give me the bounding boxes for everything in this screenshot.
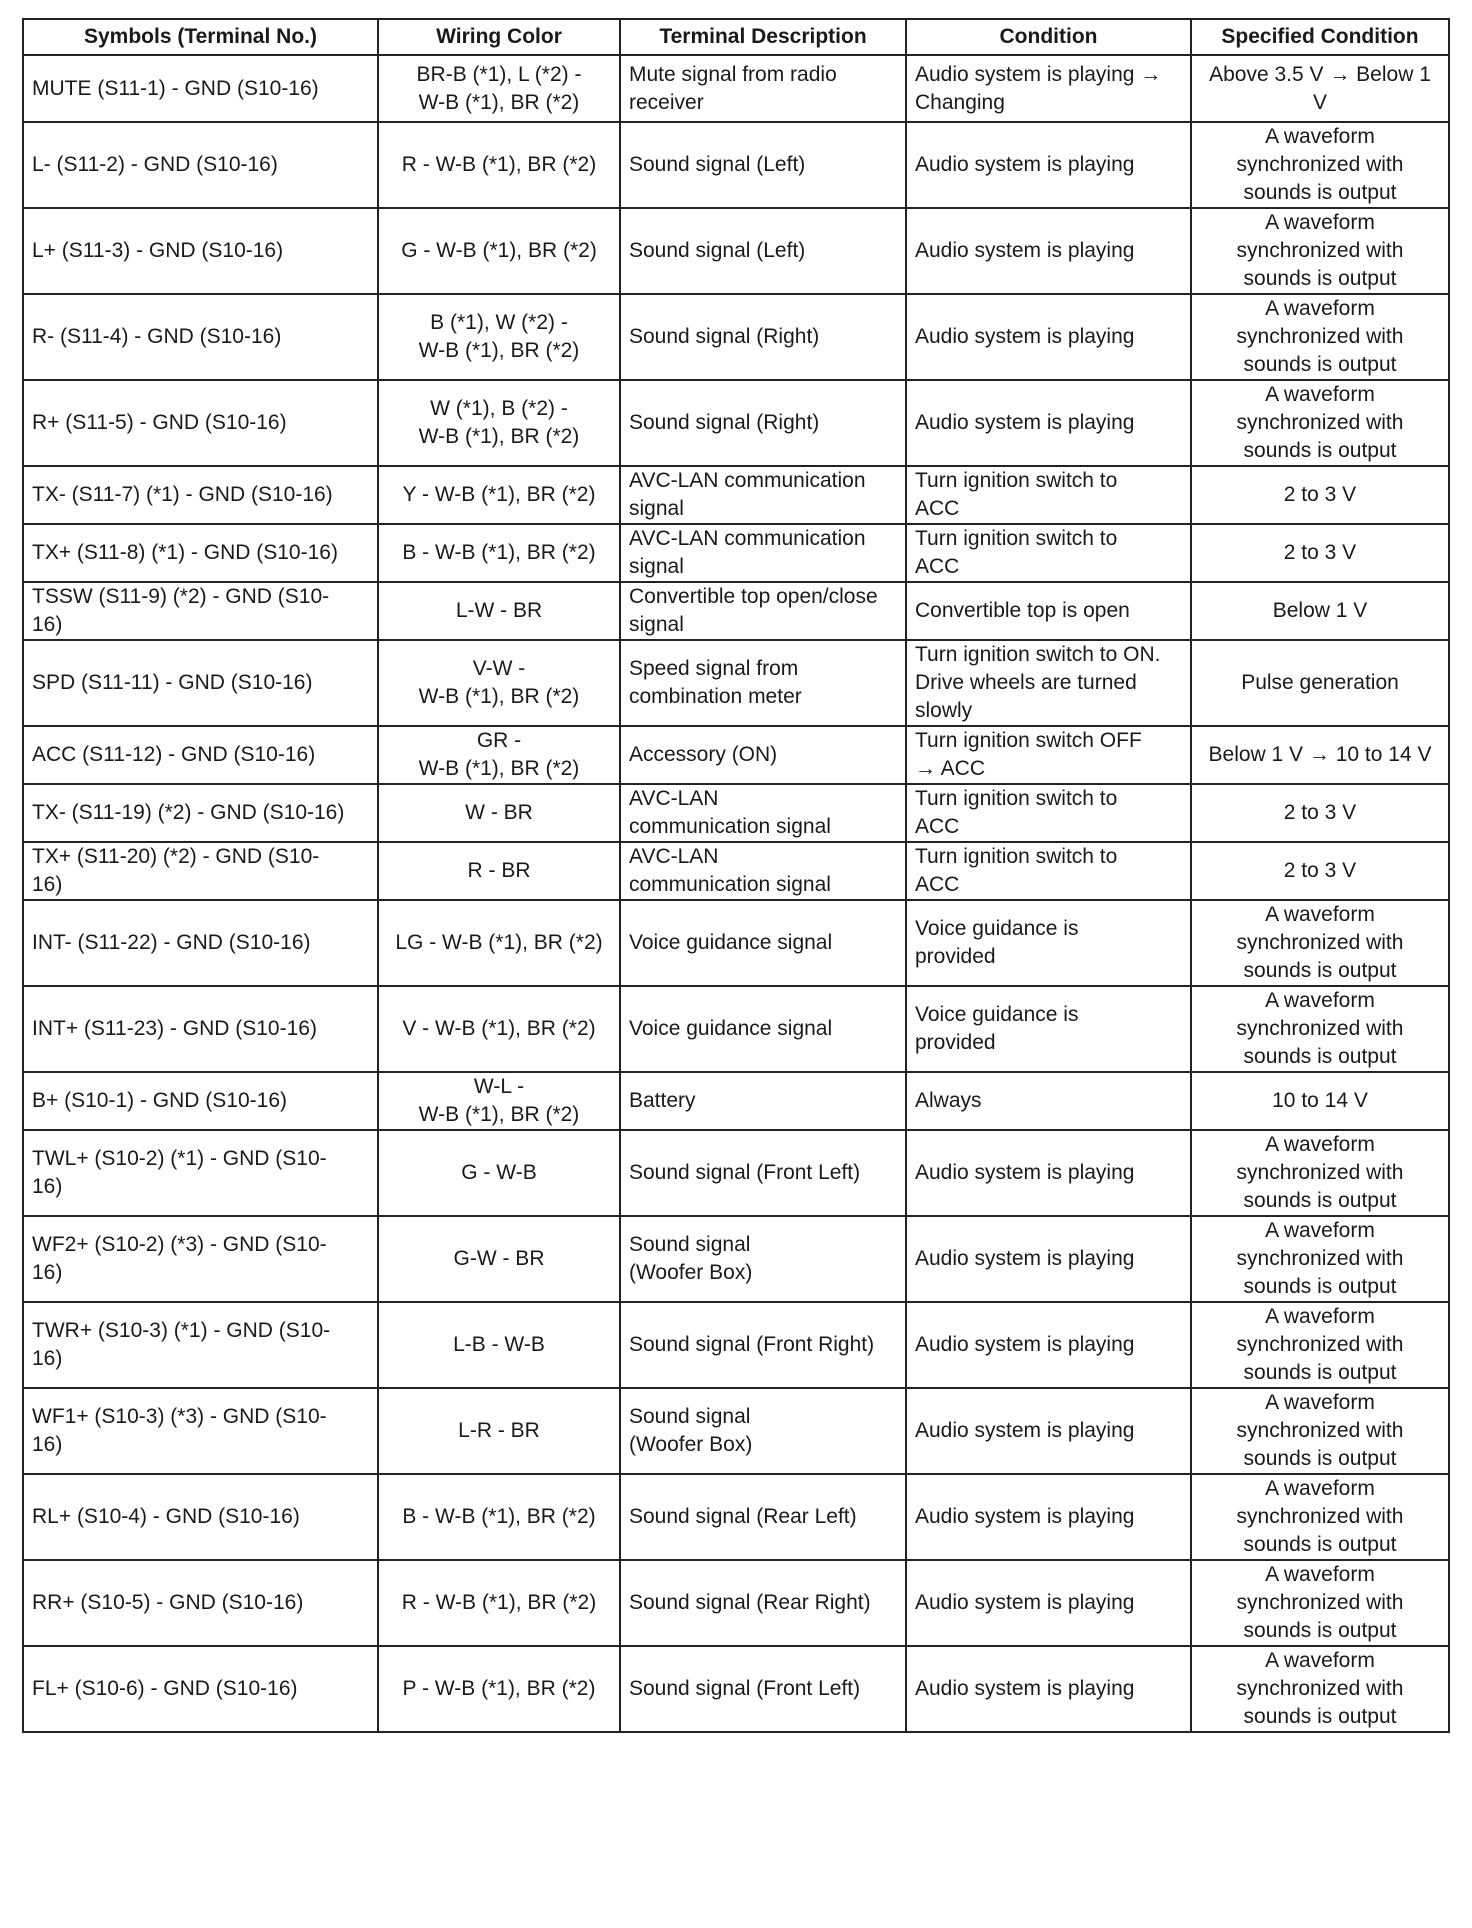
cell-wiring-color-text: R - W-B (*1), BR (*2) [401, 1591, 597, 1614]
table-row [23, 122, 1449, 208]
cell-specified-condition [1191, 1302, 1449, 1388]
cell-description [620, 122, 906, 208]
cell-condition-text: Audio system is playing [915, 325, 1135, 348]
cell-specified-condition-text: A waveform synchronized with sounds is output [1236, 297, 1404, 376]
cell-wiring-color-text: G - W-B (*1), BR (*2) [401, 239, 597, 262]
cell-symbol-text: R- (S11-4) - GND (S10-16) [32, 325, 282, 348]
cell-description-text: AVC-LAN communication signal [629, 469, 866, 520]
cell-specified-condition-text: A waveform synchronized with sounds is output [1236, 1133, 1404, 1212]
cell-condition-text: Audio system is playing [915, 1419, 1135, 1442]
cell-description [620, 1302, 906, 1388]
cell-symbol-text: WF1+ (S10-3) (*3) - GND (S10- 16) [32, 1405, 327, 1456]
cell-specified-condition [1191, 900, 1449, 986]
cell-condition-text: Audio system is playing [915, 411, 1135, 434]
cell-condition-text: Audio system is playing [915, 153, 1135, 176]
cell-condition-text: Turn ignition switch to ACC [915, 787, 1118, 838]
cell-symbol-text: TSSW (S11-9) (*2) - GND (S10- 16) [32, 585, 330, 636]
cell-wiring-color-text: BR-B (*1), L (*2) - W-B (*1), BR (*2) [416, 62, 582, 114]
cell-wiring-color-text: Y - W-B (*1), BR (*2) [402, 483, 596, 506]
cell-condition [906, 294, 1191, 380]
cell-description-text: Speed signal from combination meter [629, 657, 802, 708]
cell-wiring-color [378, 900, 620, 986]
table-row [23, 1130, 1449, 1216]
cell-condition-text: Audio system is playing [915, 1505, 1135, 1528]
cell-specified-condition-text: A waveform synchronized with sounds is output [1236, 1219, 1404, 1298]
cell-symbol-text: SPD (S11-11) - GND (S10-16) [32, 671, 313, 694]
cell-condition-text: Audio system is playing [915, 239, 1135, 262]
cell-specified-condition-text: 2 to 3 V [1283, 483, 1357, 506]
cell-symbol-text: MUTE (S11-1) - GND (S10-16) [32, 76, 319, 100]
cell-description [620, 1216, 906, 1302]
cell-specified-condition [1191, 524, 1449, 582]
cell-wiring-color-text: R - BR [467, 859, 531, 882]
cell-symbol-text: TX+ (S11-20) (*2) - GND (S10- 16) [32, 845, 320, 896]
header-terminal-description: Terminal Description [620, 19, 906, 55]
cell-description-text: Sound signal (Left) [629, 239, 806, 262]
cell-description [620, 900, 906, 986]
table-header [23, 19, 1449, 55]
table-row [23, 1302, 1449, 1388]
cell-wiring-color-text: L-B - W-B [453, 1333, 545, 1356]
cell-condition [906, 842, 1191, 900]
cell-specified-condition [1191, 294, 1449, 380]
cell-symbol [23, 842, 378, 900]
cell-symbol [23, 466, 378, 524]
cell-description [620, 524, 906, 582]
cell-symbol-text: INT+ (S11-23) - GND (S10-16) [32, 1017, 317, 1040]
cell-specified-condition-text: Below 1 V → 10 to 14 V [1208, 743, 1432, 766]
cell-condition [906, 784, 1191, 842]
cell-wiring-color-text: B - W-B (*1), BR (*2) [402, 541, 596, 564]
cell-wiring-color-text: W (*1), B (*2) - W-B (*1), BR (*2) [418, 397, 580, 448]
table-row [23, 726, 1449, 784]
cell-condition [906, 1302, 1191, 1388]
cell-condition [906, 208, 1191, 294]
cell-specified-condition [1191, 1388, 1449, 1474]
cell-description [620, 55, 906, 122]
cell-condition-text: Voice guidance is provided [915, 1003, 1079, 1054]
cell-specified-condition-text: A waveform synchronized with sounds is output [1236, 903, 1404, 982]
cell-description-text: Sound signal (Left) [629, 153, 806, 176]
cell-wiring-color-text: L-W - BR [455, 599, 543, 622]
cell-wiring-color-text: B - W-B (*1), BR (*2) [402, 1505, 596, 1528]
cell-description [620, 1072, 906, 1130]
cell-wiring-color [378, 1130, 620, 1216]
header-row [23, 19, 1449, 55]
cell-condition [906, 900, 1191, 986]
cell-wiring-color-text: V-W - W-B (*1), BR (*2) [418, 657, 580, 708]
cell-condition [906, 122, 1191, 208]
cell-symbol [23, 1072, 378, 1130]
cell-description [620, 380, 906, 466]
header-symbols: Symbols (Terminal No.) [23, 19, 378, 55]
cell-specified-condition [1191, 640, 1449, 726]
cell-symbol [23, 55, 378, 122]
cell-condition-text: Audio system is playing → Changing [915, 62, 1162, 114]
cell-specified-condition [1191, 842, 1449, 900]
cell-wiring-color-text: R - W-B (*1), BR (*2) [401, 153, 597, 176]
cell-specified-condition-text: A waveform synchronized with sounds is output [1236, 1649, 1404, 1728]
cell-wiring-color [378, 582, 620, 640]
cell-description-text: Sound signal (Front Left) [629, 1161, 861, 1184]
cell-condition-text: Audio system is playing [915, 1333, 1135, 1356]
cell-description [620, 1646, 906, 1732]
cell-description-text: Mute signal from radio receiver [629, 62, 837, 114]
cell-wiring-color [378, 1646, 620, 1732]
cell-description-text: AVC-LAN communication signal [629, 787, 831, 838]
cell-symbol-text: B+ (S10-1) - GND (S10-16) [32, 1089, 287, 1112]
cell-description-text: Battery [629, 1089, 696, 1112]
cell-description-text: Sound signal (Rear Right) [629, 1591, 871, 1614]
cell-specified-condition [1191, 122, 1449, 208]
cell-specified-condition [1191, 1216, 1449, 1302]
cell-wiring-color [378, 1072, 620, 1130]
cell-wiring-color [378, 380, 620, 466]
table-row [23, 1072, 1449, 1130]
cell-description-text: Convertible top open/close signal [629, 585, 878, 636]
cell-description [620, 640, 906, 726]
cell-description [620, 582, 906, 640]
cell-description [620, 784, 906, 842]
cell-condition [906, 466, 1191, 524]
cell-description [620, 986, 906, 1072]
table-row [23, 1646, 1449, 1732]
cell-symbol-text: RR+ (S10-5) - GND (S10-16) [32, 1591, 304, 1614]
cell-description-text: Sound signal (Woofer Box) [629, 1233, 753, 1284]
cell-specified-condition [1191, 1646, 1449, 1732]
cell-condition-text: Convertible top is open [915, 599, 1130, 622]
cell-specified-condition-text: A waveform synchronized with sounds is output [1236, 989, 1404, 1068]
cell-wiring-color-text: W - BR [465, 801, 533, 824]
cell-condition-text: Audio system is playing [915, 1591, 1135, 1614]
cell-condition-text: Turn ignition switch OFF → ACC [915, 729, 1142, 780]
cell-symbol [23, 1302, 378, 1388]
cell-condition [906, 55, 1191, 122]
cell-condition-text: Turn ignition switch to ON. Drive wheels are turned slowly [915, 643, 1161, 722]
cell-description [620, 1474, 906, 1560]
cell-specified-condition-text: A waveform synchronized with sounds is output [1236, 1391, 1404, 1470]
cell-wiring-color-text: W-L - W-B (*1), BR (*2) [418, 1075, 580, 1126]
cell-description [620, 208, 906, 294]
cell-symbol-text: INT- (S11-22) - GND (S10-16) [32, 931, 311, 954]
cell-specified-condition [1191, 726, 1449, 784]
cell-wiring-color-text: V - W-B (*1), BR (*2) [402, 1017, 596, 1040]
cell-symbol-text: TX- (S11-19) (*2) - GND (S10-16) [32, 801, 345, 824]
cell-specified-condition [1191, 208, 1449, 294]
cell-condition [906, 1646, 1191, 1732]
cell-symbol-text: L- (S11-2) - GND (S10-16) [32, 153, 278, 176]
cell-wiring-color [378, 1302, 620, 1388]
cell-condition-text: Turn ignition switch to ACC [915, 845, 1118, 896]
cell-symbol [23, 1388, 378, 1474]
cell-symbol-text: RL+ (S10-4) - GND (S10-16) [32, 1505, 300, 1528]
cell-wiring-color-text: L-R - BR [458, 1419, 540, 1442]
cell-description [620, 1560, 906, 1646]
cell-wiring-color [378, 842, 620, 900]
cell-condition [906, 1560, 1191, 1646]
cell-symbol [23, 1474, 378, 1560]
table-row [23, 1388, 1449, 1474]
cell-condition [906, 1388, 1191, 1474]
table-row [23, 986, 1449, 1072]
table-row [23, 294, 1449, 380]
cell-symbol [23, 582, 378, 640]
table-row [23, 380, 1449, 466]
cell-description [620, 294, 906, 380]
cell-specified-condition [1191, 380, 1449, 466]
cell-specified-condition [1191, 1474, 1449, 1560]
table-body [23, 55, 1449, 1732]
table-row [23, 1216, 1449, 1302]
cell-symbol-text: L+ (S11-3) - GND (S10-16) [32, 239, 284, 262]
cell-specified-condition-text: A waveform synchronized with sounds is output [1236, 1305, 1404, 1384]
cell-specified-condition-text: 10 to 14 V [1272, 1089, 1368, 1112]
table-row [23, 466, 1449, 524]
cell-wiring-color-text: G - W-B [461, 1161, 537, 1184]
cell-specified-condition-text: A waveform synchronized with sounds is output [1236, 1563, 1404, 1642]
cell-specified-condition [1191, 1560, 1449, 1646]
cell-condition-text: Audio system is playing [915, 1677, 1135, 1700]
table-row [23, 1560, 1449, 1646]
table-row [23, 784, 1449, 842]
cell-wiring-color [378, 1560, 620, 1646]
cell-condition [906, 380, 1191, 466]
cell-description-text: Accessory (ON) [629, 743, 778, 766]
cell-condition-text: Voice guidance is provided [915, 917, 1079, 968]
cell-wiring-color [378, 726, 620, 784]
cell-specified-condition-text: A waveform synchronized with sounds is output [1236, 1477, 1404, 1556]
cell-specified-condition [1191, 784, 1449, 842]
cell-description [620, 726, 906, 784]
cell-symbol [23, 1130, 378, 1216]
cell-symbol-text: FL+ (S10-6) - GND (S10-16) [32, 1677, 298, 1700]
cell-wiring-color [378, 524, 620, 582]
terminal-table [22, 18, 1450, 1733]
cell-description-text: Sound signal (Right) [629, 411, 820, 434]
cell-condition-text: Always [915, 1089, 982, 1112]
cell-specified-condition-text: Pulse generation [1241, 671, 1399, 694]
table-row [23, 208, 1449, 294]
cell-symbol-text: TWL+ (S10-2) (*1) - GND (S10- 16) [32, 1147, 327, 1198]
cell-specified-condition [1191, 1072, 1449, 1130]
cell-description-text: AVC-LAN communication signal [629, 845, 831, 896]
cell-symbol [23, 1560, 378, 1646]
cell-description [620, 1130, 906, 1216]
header-specified-condition: Specified Condition [1191, 19, 1449, 55]
cell-condition [906, 1072, 1191, 1130]
cell-description-text: Sound signal (Front Left) [629, 1677, 861, 1700]
cell-wiring-color [378, 784, 620, 842]
cell-wiring-color [378, 640, 620, 726]
cell-condition [906, 986, 1191, 1072]
header-wiring-color: Wiring Color [378, 19, 620, 55]
cell-specified-condition-text: A waveform synchronized with sounds is output [1236, 211, 1404, 290]
cell-description [620, 466, 906, 524]
cell-wiring-color-text: GR - W-B (*1), BR (*2) [418, 729, 580, 780]
cell-symbol-text: TX- (S11-7) (*1) - GND (S10-16) [32, 483, 333, 506]
cell-symbol [23, 294, 378, 380]
cell-symbol [23, 640, 378, 726]
cell-condition [906, 726, 1191, 784]
cell-symbol [23, 726, 378, 784]
cell-symbol [23, 900, 378, 986]
cell-condition [906, 582, 1191, 640]
cell-wiring-color-text: B (*1), W (*2) - W-B (*1), BR (*2) [418, 311, 580, 362]
cell-symbol-text: TWR+ (S10-3) (*1) - GND (S10- 16) [32, 1319, 331, 1370]
cell-symbol [23, 380, 378, 466]
cell-condition-text: Turn ignition switch to ACC [915, 469, 1118, 520]
cell-specified-condition-text: A waveform synchronized with sounds is output [1236, 383, 1404, 462]
cell-specified-condition-text: 2 to 3 V [1283, 859, 1357, 882]
cell-wiring-color [378, 55, 620, 122]
cell-wiring-color [378, 1474, 620, 1560]
cell-description-text: Voice guidance signal [629, 931, 833, 954]
cell-symbol [23, 1216, 378, 1302]
table-row [23, 900, 1449, 986]
table-row [23, 582, 1449, 640]
cell-condition-text: Audio system is playing [915, 1247, 1135, 1270]
cell-condition-text: Turn ignition switch to ACC [915, 527, 1118, 578]
table-row [23, 640, 1449, 726]
cell-description-text: Sound signal (Front Right) [629, 1333, 875, 1356]
cell-specified-condition-text: 2 to 3 V [1283, 541, 1357, 564]
cell-symbol-text: TX+ (S11-8) (*1) - GND (S10-16) [32, 541, 338, 564]
table-row [23, 524, 1449, 582]
cell-specified-condition [1191, 466, 1449, 524]
cell-specified-condition-text: 2 to 3 V [1283, 801, 1357, 824]
cell-condition [906, 640, 1191, 726]
cell-wiring-color [378, 122, 620, 208]
cell-wiring-color [378, 208, 620, 294]
cell-specified-condition-text: A waveform synchronized with sounds is output [1236, 125, 1404, 204]
cell-wiring-color [378, 1388, 620, 1474]
cell-specified-condition-text: Above 3.5 V → Below 1 V [1209, 62, 1431, 114]
cell-condition-text: Audio system is playing [915, 1161, 1135, 1184]
cell-symbol-text: WF2+ (S10-2) (*3) - GND (S10- 16) [32, 1233, 327, 1284]
cell-description-text: AVC-LAN communication signal [629, 527, 866, 578]
cell-condition [906, 1130, 1191, 1216]
table-row [23, 1474, 1449, 1560]
cell-description-text: Sound signal (Right) [629, 325, 820, 348]
cell-description [620, 842, 906, 900]
cell-condition [906, 1474, 1191, 1560]
cell-wiring-color [378, 1216, 620, 1302]
cell-description [620, 1388, 906, 1474]
cell-wiring-color-text: LG - W-B (*1), BR (*2) [395, 931, 603, 954]
cell-specified-condition [1191, 55, 1449, 122]
cell-specified-condition [1191, 1130, 1449, 1216]
header-condition: Condition [906, 19, 1191, 55]
cell-symbol [23, 208, 378, 294]
cell-specified-condition [1191, 582, 1449, 640]
cell-condition [906, 524, 1191, 582]
cell-wiring-color-text: G-W - BR [453, 1247, 545, 1270]
cell-condition [906, 1216, 1191, 1302]
cell-wiring-color [378, 466, 620, 524]
table-row [23, 55, 1449, 122]
cell-symbol [23, 1646, 378, 1732]
cell-symbol [23, 784, 378, 842]
cell-wiring-color-text: P - W-B (*1), BR (*2) [402, 1677, 596, 1700]
table-row [23, 842, 1449, 900]
cell-symbol [23, 524, 378, 582]
cell-specified-condition-text: Below 1 V [1272, 599, 1368, 622]
cell-wiring-color [378, 986, 620, 1072]
cell-description-text: Sound signal (Rear Left) [629, 1505, 857, 1528]
cell-description-text: Voice guidance signal [629, 1017, 833, 1040]
cell-symbol-text: R+ (S11-5) - GND (S10-16) [32, 411, 287, 434]
cell-wiring-color [378, 294, 620, 380]
cell-symbol [23, 122, 378, 208]
cell-symbol [23, 986, 378, 1072]
cell-description-text: Sound signal (Woofer Box) [629, 1405, 753, 1456]
cell-specified-condition [1191, 986, 1449, 1072]
cell-symbol-text: ACC (S11-12) - GND (S10-16) [32, 743, 316, 766]
